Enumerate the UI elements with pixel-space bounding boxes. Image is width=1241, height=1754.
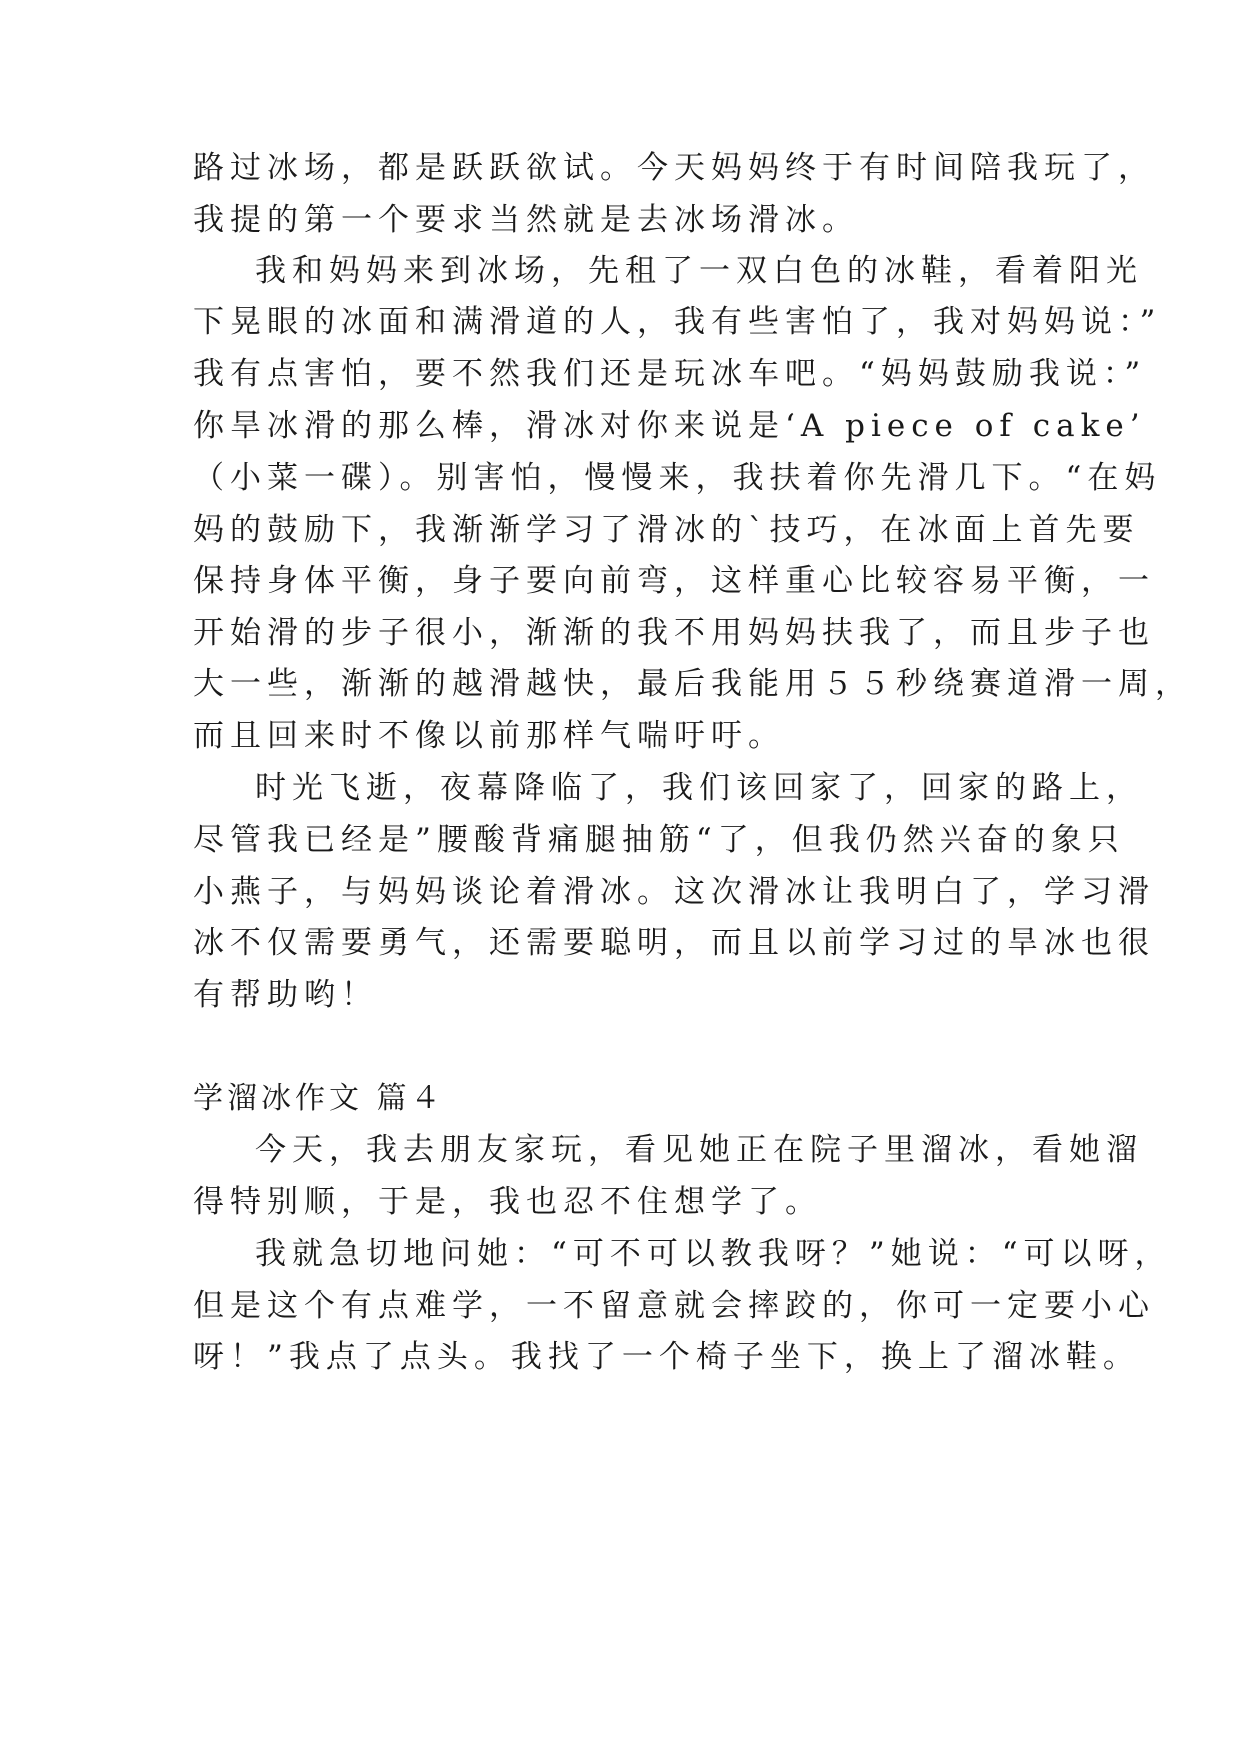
- paragraph-line: 大一些，渐渐的越滑越快，最后我能用５５秒绕赛道滑一周，: [193, 666, 1192, 702]
- section-heading: 学溜冰作文 篇４: [193, 1081, 445, 1116]
- paragraph-line: 而且回来时不像以前那样气喘吁吁。: [193, 718, 785, 754]
- paragraph-line: 妈的鼓励下，我渐渐学习了滑冰的`技巧，在冰面上首先要: [193, 512, 1140, 548]
- paragraph-line: 今天，我去朋友家玩，看见她正在院子里溜冰，看她溜: [255, 1132, 1143, 1168]
- paragraph-line: 时光飞逝，夜幕降临了，我们该回家了，回家的路上，: [255, 770, 1143, 806]
- paragraph-line: 保持身体平衡，身子要向前弯，这样重心比较容易平衡，一: [193, 563, 1155, 599]
- paragraph-line: 我和妈妈来到冰场，先租了一双白色的冰鞋，看着阳光: [255, 253, 1143, 289]
- paragraph-line: 呀！”我点了点头。我找了一个椅子坐下，换上了溜冰鞋。: [193, 1339, 1140, 1375]
- paragraph-line: 小燕子，与妈妈谈论着滑冰。这次滑冰让我明白了，学习滑: [193, 874, 1155, 910]
- paragraph-line: 我就急切地问她：“可不可以教我呀？”她说：“可以呀，: [255, 1236, 1172, 1272]
- paragraph-line: 我提的第一个要求当然就是去冰场滑冰。: [193, 202, 859, 238]
- paragraph-line: 尽管我已经是”腰酸背痛腿抽筋“了，但我仍然兴奋的象只: [193, 822, 1125, 858]
- paragraph-line: 冰不仅需要勇气，还需要聪明，而且以前学习过的旱冰也很: [193, 925, 1155, 961]
- paragraph-line: 但是这个有点难学，一不留意就会摔跤的，你可一定要小心: [193, 1288, 1155, 1324]
- paragraph-line: 下晃眼的冰面和满滑道的人，我有些害怕了，我对妈妈说：”: [193, 304, 1162, 340]
- paragraph-line: 路过冰场，都是跃跃欲试。今天妈妈终于有时间陪我玩了，: [193, 150, 1155, 186]
- paragraph-line: 有帮助哟！: [193, 977, 378, 1013]
- paragraph-line: 得特别顺，于是，我也忍不住想学了。: [193, 1184, 822, 1220]
- paragraph-line: 你旱冰滑的那么棒，滑冰对你来说是‘A piece of cake’: [193, 408, 1146, 444]
- paragraph-line: 我有点害怕，要不然我们还是玩冰车吧。“妈妈鼓励我说：”: [193, 356, 1147, 392]
- paragraph-line: 开始滑的步子很小，渐渐的我不用妈妈扶我了，而且步子也: [193, 615, 1155, 651]
- paragraph-line: （小菜一碟）。别害怕，慢慢来，我扶着你先滑几下。“在妈: [193, 460, 1162, 496]
